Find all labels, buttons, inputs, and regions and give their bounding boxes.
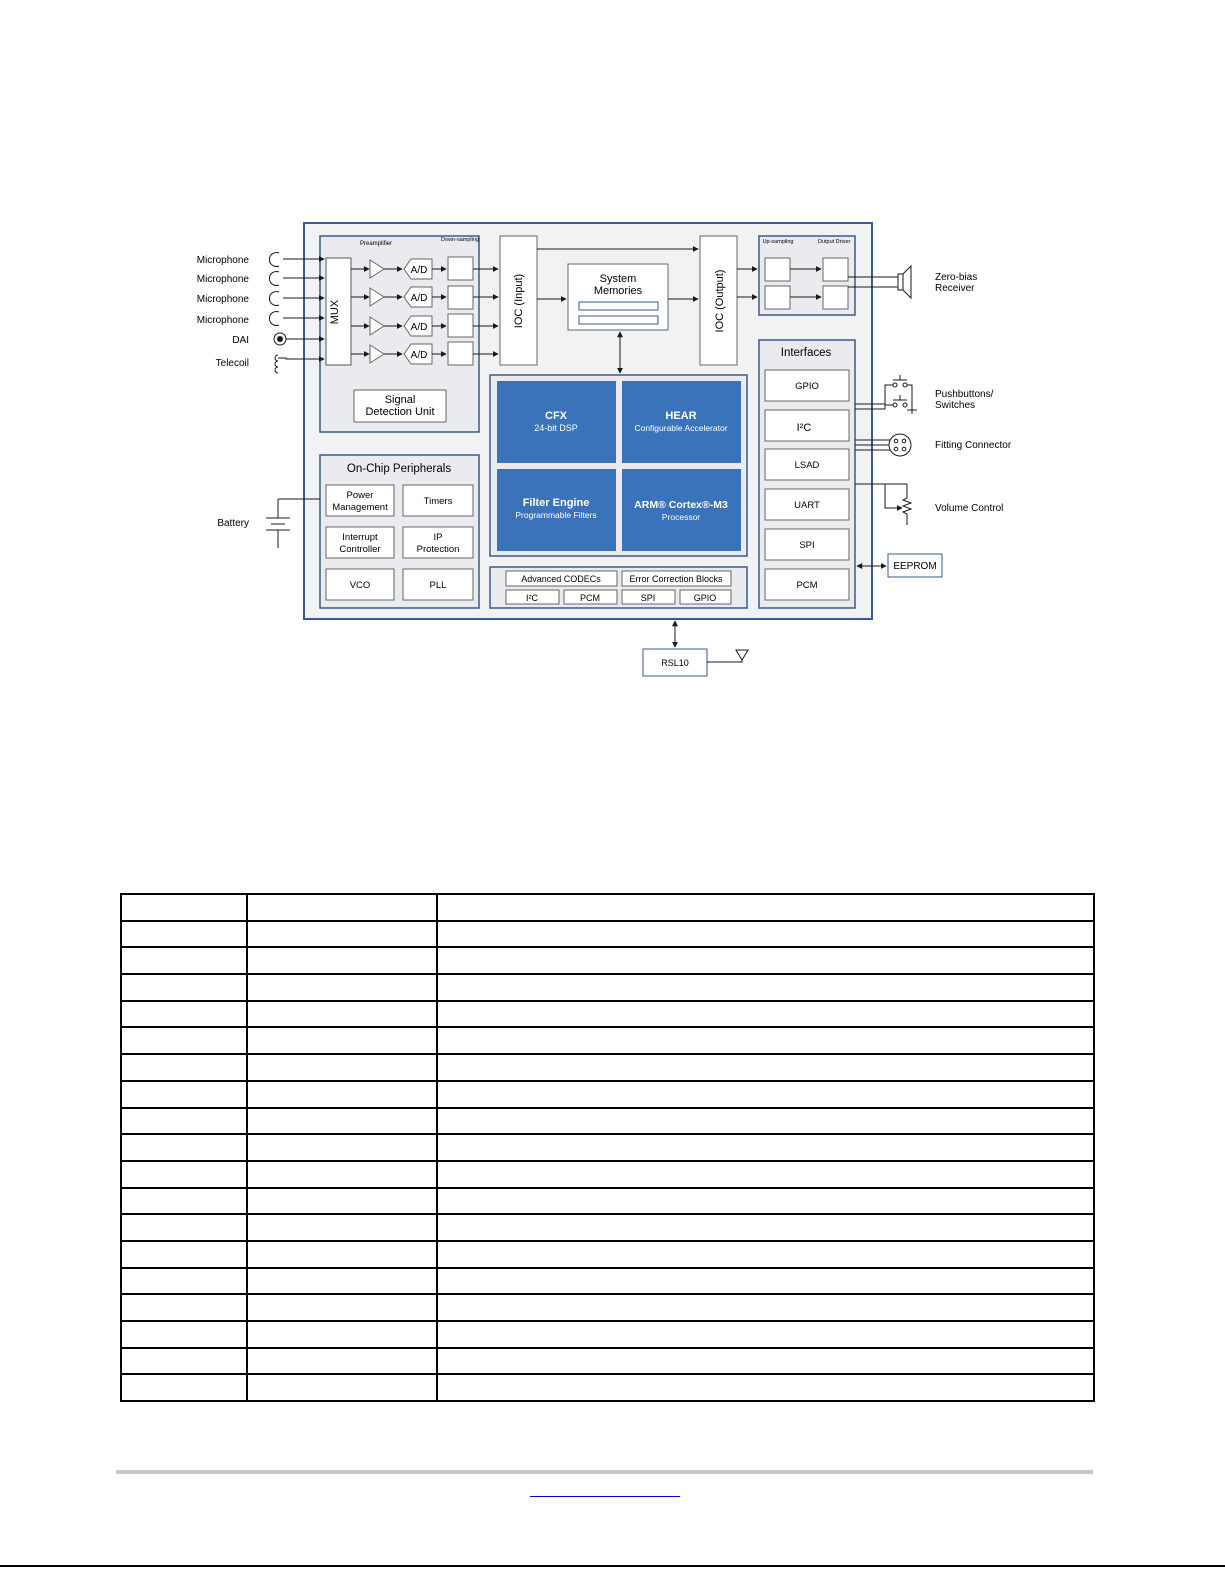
table-cell [437, 974, 1094, 1001]
table-cell [247, 1188, 437, 1215]
ad-label: A/D [410, 293, 428, 304]
table-row [121, 894, 1094, 921]
table-cell [121, 1027, 247, 1054]
upsampling-block [765, 258, 790, 281]
preamplifier-label: Preamplifier [359, 241, 393, 247]
interface-gpio-label: GPIO [795, 381, 819, 392]
error-correction-label: Error Correction Blocks [629, 574, 723, 584]
interface-i2c-label: I²C [796, 422, 812, 434]
table-cell [121, 1134, 247, 1161]
table-cell [437, 1054, 1094, 1081]
table-cell [247, 1161, 437, 1188]
table-cell [247, 1108, 437, 1135]
table-row [121, 1108, 1094, 1135]
table-cell [247, 1321, 437, 1348]
interfaces-title: Interfaces [780, 347, 832, 359]
interface-spi-label: SPI [799, 540, 815, 551]
codec-pcm-label: PCM [580, 593, 600, 603]
table-cell [247, 1268, 437, 1295]
table-cell [437, 947, 1094, 974]
table-row [121, 1081, 1094, 1108]
table-cell [247, 1214, 437, 1241]
table-cell [437, 1188, 1094, 1215]
table-cell [121, 1081, 247, 1108]
ioc-output-label: IOC (Output) [714, 269, 726, 333]
table-cell [121, 1054, 247, 1081]
eeprom-label: EEPROM [893, 561, 937, 572]
ip-protection-line2: Protection [416, 544, 460, 555]
filter-engine-title: Filter Engine [522, 497, 590, 509]
table-cell [437, 1268, 1094, 1295]
table-cell [121, 894, 247, 921]
speaker-icon [898, 266, 911, 298]
block-diagram [0, 0, 1225, 700]
table-row [121, 947, 1094, 974]
table-cell [121, 1214, 247, 1241]
filter-engine-subtitle: Programmable Filters [515, 510, 597, 520]
fitting-connector-label: Fitting Connector [935, 440, 1012, 451]
table-cell [247, 1241, 437, 1268]
downsampling-block [448, 257, 473, 280]
table-cell [247, 947, 437, 974]
ioc-input-label: IOC (Input) [513, 273, 525, 329]
table-cell [121, 947, 247, 974]
input-label: DAI [232, 335, 249, 346]
input-label: Microphone [196, 274, 249, 285]
table-cell [437, 894, 1094, 921]
output-driver-block [823, 258, 848, 281]
hear-subtitle: Configurable Accelerator [634, 423, 728, 433]
system-memories-line2: Memories [593, 285, 643, 297]
downsampling-block [448, 314, 473, 337]
table-cell [437, 1374, 1094, 1401]
downsampling-block [448, 342, 473, 365]
codec-spi-label: SPI [640, 593, 656, 603]
table-cell [121, 974, 247, 1001]
codec-gpio-label: GPIO [693, 593, 717, 603]
pin-table-container [120, 893, 1095, 1402]
input-label: Microphone [196, 255, 249, 266]
table-cell [437, 1161, 1094, 1188]
receiver-line2: Receiver [935, 283, 975, 294]
arm-subtitle: Processor [661, 512, 701, 522]
table-row [121, 1134, 1094, 1161]
advanced-codecs-label: Advanced CODECs [521, 574, 601, 584]
table-cell [247, 1081, 437, 1108]
table-cell [247, 1001, 437, 1028]
table-cell [121, 1348, 247, 1375]
table-cell [247, 1294, 437, 1321]
codec-i2c-label: I²C [526, 593, 538, 603]
upsampling-label: Up-sampling [762, 239, 794, 245]
interface-lsad-label: LSAD [794, 460, 820, 471]
table-row [121, 1027, 1094, 1054]
table-cell [247, 894, 437, 921]
table-row [121, 1348, 1094, 1375]
downsampling-label: Down-sampling [441, 237, 479, 243]
power-management-line1: Power [346, 490, 374, 501]
table-cell [437, 1294, 1094, 1321]
table-cell [247, 1027, 437, 1054]
table-cell [437, 1027, 1094, 1054]
cfx-block [497, 381, 616, 463]
rsl10-label: RSL10 [661, 658, 689, 668]
table-row [121, 1321, 1094, 1348]
table-cell [247, 1348, 437, 1375]
interface-uart-label: UART [794, 500, 820, 511]
receiver-line1: Zero-bias [935, 272, 978, 283]
power-management-line2: Management [332, 502, 388, 513]
volume-control-label: Volume Control [935, 503, 1004, 514]
table-cell [121, 1161, 247, 1188]
cfx-title: CFX [545, 410, 567, 422]
table-cell [247, 1134, 437, 1161]
table-cell [437, 1108, 1094, 1135]
table-row [121, 1214, 1094, 1241]
table-row [121, 1374, 1094, 1401]
table-cell [121, 1108, 247, 1135]
table-row [121, 921, 1094, 948]
table-cell [121, 1268, 247, 1295]
ad-label: A/D [410, 322, 428, 333]
signal-detection-line2: Detection Unit [365, 406, 435, 418]
arm-title: ARM® Cortex®-M3 [634, 499, 728, 511]
pin-table [120, 893, 1095, 1402]
signal-detection-line1: Signal [384, 394, 416, 406]
table-row [121, 974, 1094, 1001]
table-cell [121, 921, 247, 948]
interrupt-controller-line1: Interrupt [342, 532, 378, 543]
pushbuttons-line2: Switches [935, 400, 976, 411]
system-memories-line1: System [599, 273, 637, 285]
table-cell [437, 1241, 1094, 1268]
page-bottom-rule [0, 1565, 1225, 1567]
table-cell [437, 921, 1094, 948]
output-driver-block [823, 286, 848, 309]
antenna-icon [707, 650, 748, 662]
vco-label: VCO [349, 580, 371, 591]
table-cell [437, 1001, 1094, 1028]
table-cell [121, 1001, 247, 1028]
mux-label: MUX [329, 299, 341, 325]
table-row [121, 1188, 1094, 1215]
hear-block [622, 381, 741, 463]
interface-pcm-label: PCM [796, 580, 818, 591]
table-cell [121, 1294, 247, 1321]
interrupt-controller-line2: Controller [339, 544, 381, 555]
table-cell [437, 1134, 1094, 1161]
input-label: Microphone [196, 294, 249, 305]
table-row [121, 1001, 1094, 1028]
table-row [121, 1241, 1094, 1268]
footer-divider [116, 1470, 1093, 1474]
table-cell [121, 1241, 247, 1268]
pll-label: PLL [429, 580, 447, 591]
table-cell [437, 1214, 1094, 1241]
peripherals-title: On-Chip Peripherals [346, 463, 452, 475]
hear-title: HEAR [665, 410, 697, 422]
timers-label: Timers [423, 496, 453, 507]
output-driver-label: Output Driver [817, 239, 851, 245]
cfx-subtitle: 24-bit DSP [534, 423, 578, 433]
table-cell [437, 1081, 1094, 1108]
table-cell [121, 1321, 247, 1348]
downsampling-block [448, 286, 473, 309]
table-cell [247, 921, 437, 948]
table-cell [437, 1348, 1094, 1375]
table-cell [121, 1188, 247, 1215]
battery-label: Battery [217, 518, 249, 529]
ip-protection-line1: IP [433, 532, 443, 543]
footer-link-underline[interactable] [530, 1496, 680, 1497]
table-cell [247, 1374, 437, 1401]
ad-label: A/D [410, 350, 428, 361]
pushbuttons-line1: Pushbuttons/ [935, 389, 994, 400]
table-cell [437, 1321, 1094, 1348]
input-label: Telecoil [215, 358, 249, 369]
input-label: Microphone [196, 315, 249, 326]
table-row [121, 1161, 1094, 1188]
table-row [121, 1294, 1094, 1321]
ad-label: A/D [410, 265, 428, 276]
table-cell [247, 974, 437, 1001]
table-cell [121, 1374, 247, 1401]
table-row [121, 1268, 1094, 1295]
table-cell [247, 1054, 437, 1081]
upsampling-block [765, 286, 790, 309]
table-row [121, 1054, 1094, 1081]
